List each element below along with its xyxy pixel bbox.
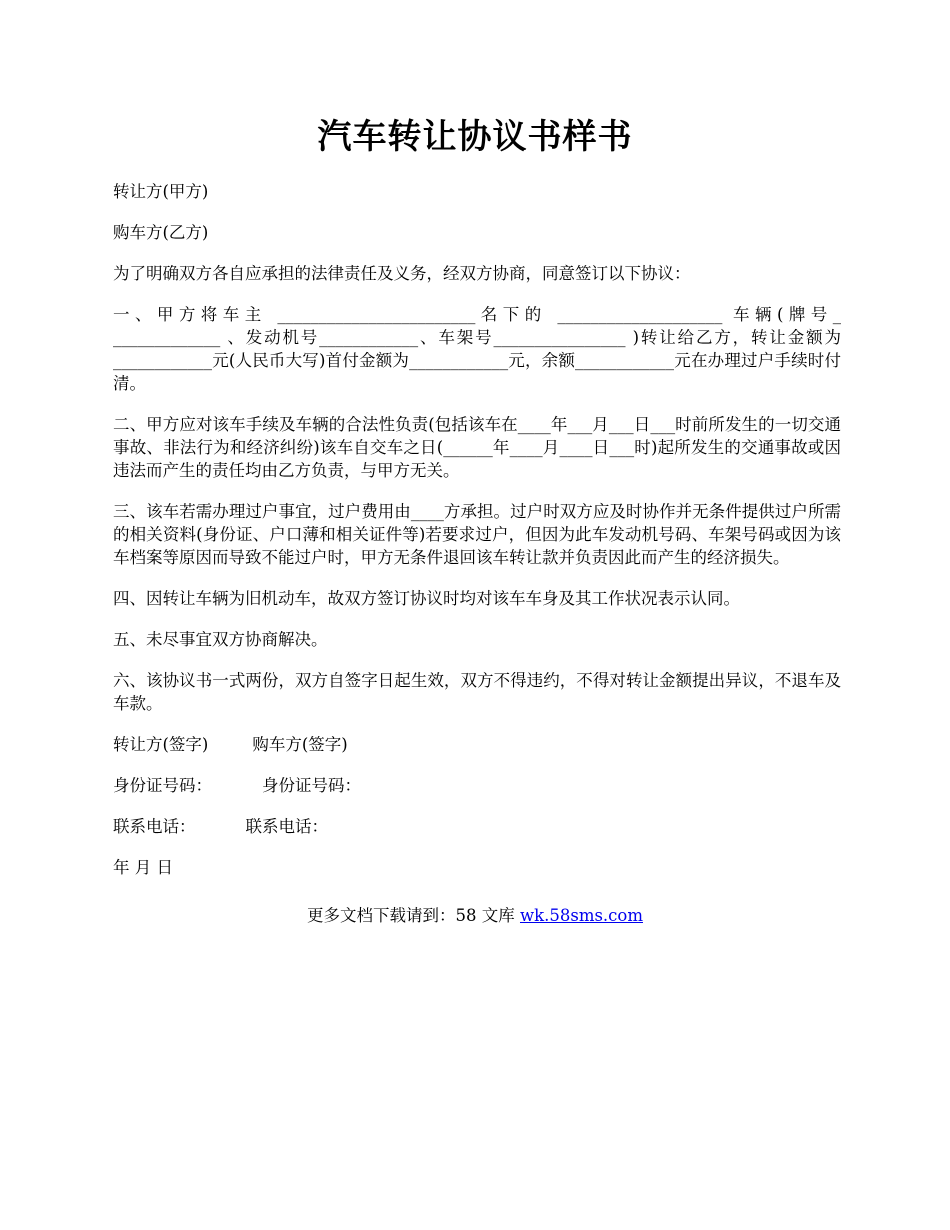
buyer-signature-label: 购车方(签字) [252,735,348,754]
date-label: 年 月 日 [113,858,173,877]
date-row [113,856,841,879]
seller-party-line: 转让方(甲方) [113,182,209,201]
clause-3-paragraph: 三、该车若需办理过户事宜，过户费用由____方承担。过户时双方应及时协作并无条件提供过户所需的相关资料(身份证、户口薄和相关证件等)若要求过户，但因为此车发动机号码、车架号码或因为该车档案等原因而导致不能过户时，甲方无条件退回该车转让款并负责因此而产生的经济损失。 [113,502,841,567]
clause-5-paragraph: 五、未尽事宜双方协商解决。 [113,630,328,649]
clause-6-paragraph: 六、该协议书一式两份，双方自签字日起生效，双方不得违约，不得对转让金额提出异议，不退车及车款。 [113,671,841,713]
seller-phone-label: 联系电话： [113,817,196,836]
clause-1-paragraph: 一、甲方将车主 ________________________名下的 ____________________ 车辆(牌号_ _____________ 、发动机号____________、车架号________________ )转让给乙方，转让金额为____________元(人民币大写)首付金额为____________元，余额____________元在办理过户手续时付清。 [113,305,841,393]
buyer-party-line: 购车方(乙方) [113,223,209,242]
footer-link[interactable]: wk.58sms.com [519,906,643,925]
clause-2-paragraph: 二、甲方应对该车手续及车辆的合法性负责(包括该车在____年___月___日___时前所发生的一切交通事故、非法行为和经济纠纷)该车自交车之日(______年____月____日___时)起所发生的交通事故或因违法而产生的责任均由乙方负责，与甲方无关。 [113,415,841,480]
preamble-paragraph: 为了明确双方各自应承担的法律责任及义务，经双方协商，同意签订以下协议： [113,264,691,283]
buyer-phone-label: 联系电话： [245,817,328,836]
signature-row [113,733,841,756]
document-body [113,180,841,897]
phone-row [113,815,841,838]
document-title: 汽车转让协议书样书 [317,117,633,157]
clause-4-paragraph: 四、因转让车辆为旧机动车，故双方签订协议时均对该车车身及其工作状况表示认同。 [113,589,740,608]
buyer-id-label: 身份证号码： [262,776,361,795]
seller-id-label: 身份证号码： [113,776,212,795]
footer [0,904,950,927]
id-number-row [113,774,841,797]
seller-signature-label: 转让方(签字) [113,735,209,754]
footer-text: 更多文档下载请到：58 文库 [306,906,520,925]
